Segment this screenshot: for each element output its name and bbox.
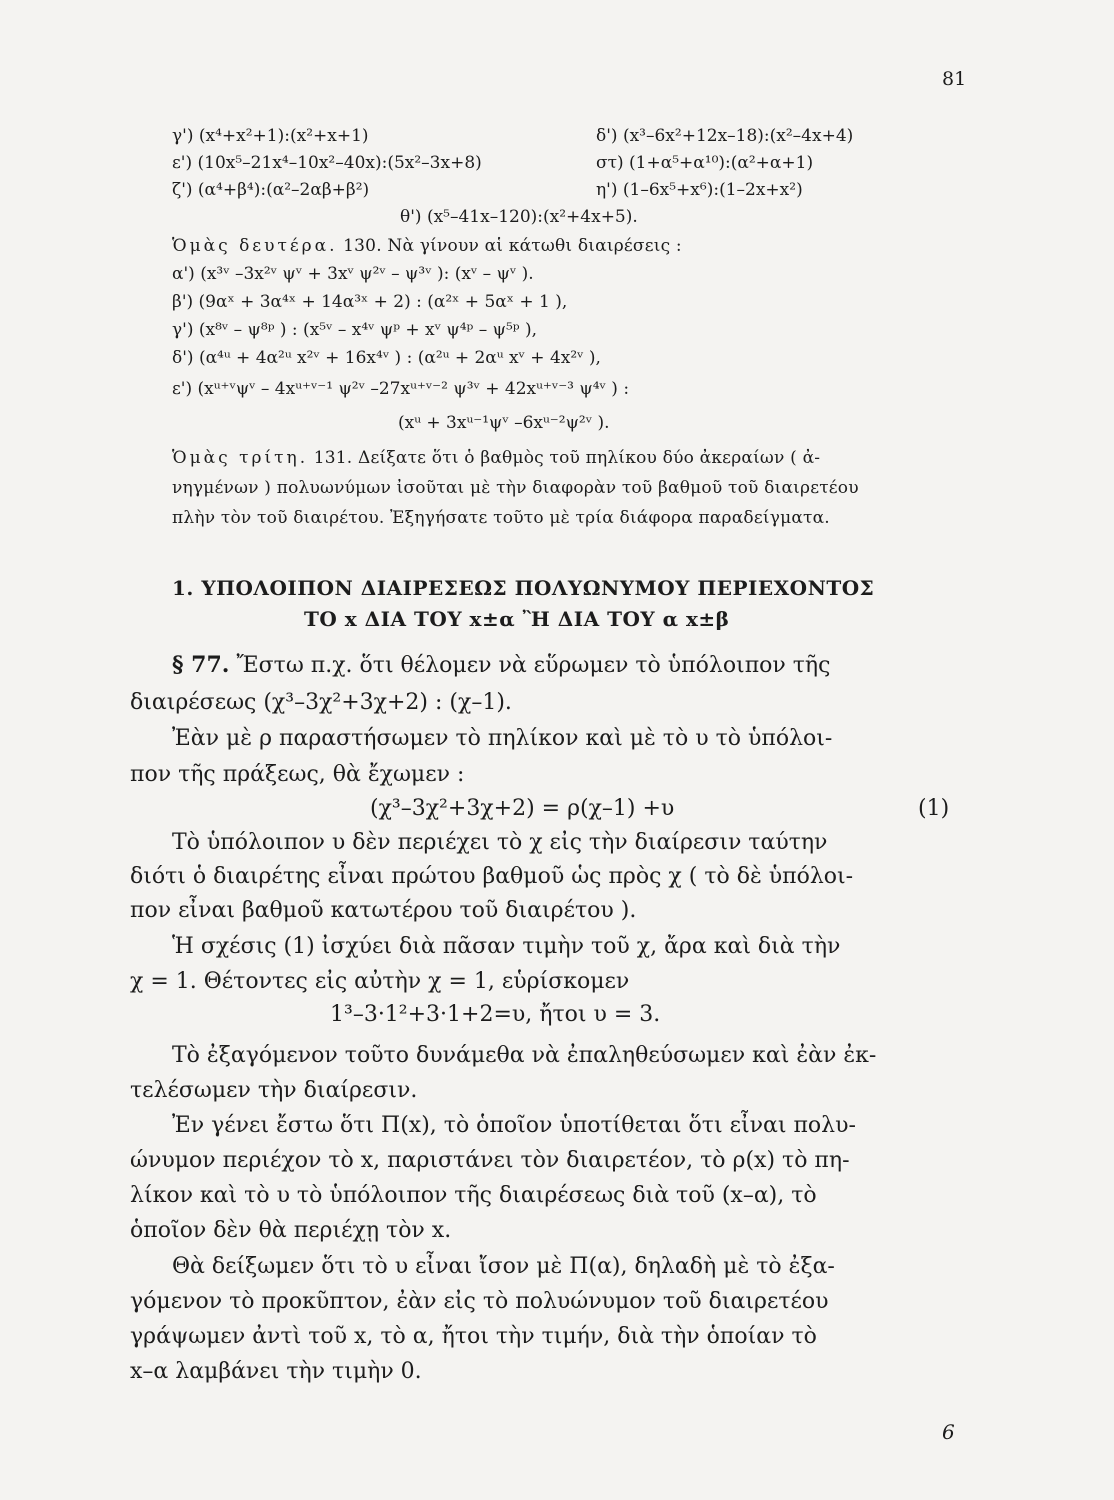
body-line-6: Τὸ ὑπόλοιπον υ δὲν περιέχει τὸ χ εἰς τὴν διαίρεσιν ταύτην <box>172 830 828 855</box>
group2-item-gamma: γ') (x⁸ᵛ – ψ⁸ᵖ ) : (x⁵ᵛ – x⁴ᵛ ψᵖ + xᵛ ψ⁴ᵖ – ψ⁵ᵖ ), <box>172 320 538 340</box>
body-line-20: γράψωμεν ἀντὶ τοῦ x, τὸ α, ἤτοι τὴν τιμήν, διὰ τὴν ὁποίαν τὸ <box>130 1324 817 1349</box>
body-line-14: Ἐν γένει ἔστω ὅτι Π(x), τὸ ὁποῖον ὑποτίθεται ὅτι εἶναι πολυ- <box>172 1113 856 1138</box>
body-line-17: ὁποῖον δὲν θὰ περιέχῃ τὸν x. <box>130 1218 452 1243</box>
section-mark: § 77. <box>172 652 230 678</box>
section-first-line-text: Ἔστω π.χ. ὅτι θέλομεν νὰ εὕρωμεν τὸ ὑπόλοιπον τῆς <box>236 653 831 678</box>
exercise-zeta: ζ') (α⁴+β⁴):(α²–2αβ+β²) <box>172 180 370 200</box>
page-number: 81 <box>942 68 967 90</box>
body-line-18: Θὰ δείξωμεν ὅτι τὸ υ εἶναι ἴσον μὲ Π(α), δηλαδὴ μὲ τὸ ἐξα- <box>172 1254 835 1279</box>
body-line-3: Ἐὰν μὲ ρ παραστήσωμεν τὸ πηλίκον καὶ μὲ τὸ υ τὸ ὑπόλοι- <box>172 726 833 751</box>
exercise-stigma: στ) (1+α⁵+α¹⁰):(α²+α+1) <box>596 153 814 173</box>
group2-item-epsilon-divisor: (xᵘ + 3xᵘ⁻¹ψᵛ –6xᵘ⁻²ψ²ᵛ ). <box>398 413 610 433</box>
section-heading-line1: 1. ΥΠΟΛΟΙΠΟΝ ΔΙΑΙΡΕΣΕΩΣ ΠΟΛΥΩΝΥΜΟΥ ΠΕΡΙΕΧΟΝΤΟΣ <box>172 576 875 600</box>
signature-number: 6 <box>942 1420 955 1444</box>
body-line-9: Ἡ σχέσις (1) ἰσχύει διὰ πᾶσαν τιμὴν τοῦ χ, ἄρα καὶ διὰ τὴν <box>172 934 841 959</box>
group3-line3: πλὴν τὸν τοῦ διαιρέτου. Ἐξηγήσατε τοῦτο μὲ τρία διάφορα παραδείγματα. <box>172 508 830 528</box>
group3-text: 131. Δείξατε ὅτι ὁ βαθμὸς τοῦ πηλίκου δύο ἀκεραίων ( ἀ- <box>313 448 821 468</box>
exercise-epsilon: ε') (10x⁵–21x⁴–10x²–40x):(5x²–3x+8) <box>172 153 482 173</box>
exercise-eta: η') (1–6x⁵+x⁶):(1–2x+x²) <box>596 180 803 200</box>
group3-line2: νηγμένων ) πολυωνύμων ἰσοῦται μὲ τὴν διαφορὰν τοῦ βαθμοῦ τοῦ διαιρετέου <box>172 478 859 498</box>
exercise-delta: δ') (x³–6x²+12x–18):(x²–4x+4) <box>596 126 854 146</box>
body-line-12: Τὸ ἐξαγόμενον τοῦτο δυνάμεθα νὰ ἐπαληθεύσωμεν καὶ ἐὰν ἐκ- <box>172 1043 877 1068</box>
body-line-13: τελέσωμεν τὴν διαίρεσιν. <box>130 1078 418 1103</box>
body-line-19: γόμενον τὸ προκῦπτον, ἐὰν εἰς τὸ πολυώνυμον τοῦ διαιρετέου <box>130 1289 829 1314</box>
body-line-7: διότι ὁ διαιρέτης εἶναι πρώτου βαθμοῦ ὡς πρὸς χ ( τὸ δὲ ὑπόλοι- <box>130 864 854 889</box>
body-line-16: λίκον καὶ τὸ υ τὸ ὑπόλοιπον τῆς διαιρέσεως διὰ τοῦ (x–α), τὸ <box>130 1183 817 1208</box>
group3-label: Ὁμὰς τρίτη. <box>172 448 309 468</box>
body-line-15: ώνυμον περιέχον τὸ x, παριστάνει τὸν διαιρετέον, τὸ ρ(x) τὸ πη- <box>130 1148 850 1173</box>
group2-label: Ὁμὰς δευτέρα. <box>172 236 338 256</box>
group2-item-beta: β') (9αˣ + 3α⁴ˣ + 14α³ˣ + 2) : (α²ˣ + 5αˣ + 1 ), <box>172 292 568 312</box>
body-line-21: x–α λαμβάνει τὴν τιμὴν 0. <box>130 1359 422 1384</box>
group2-item-alpha: α') (x³ᵛ –3x²ᵛ ψᵛ + 3xᵛ ψ²ᵛ – ψ³ᵛ ): (xᵛ – ψᵛ ). <box>172 264 534 284</box>
equation-2: 1³–3·1²+3·1+2=υ, ἤτοι υ = 3. <box>330 1002 661 1027</box>
group2-item-delta: δ') (α⁴ᵘ + 4α²ᵘ x²ᵛ + 16x⁴ᵛ ) : (α²ᵘ + 2αᵘ xᵛ + 4x²ᵛ ), <box>172 348 601 368</box>
body-line-8: πον εἶναι βαθμοῦ κατωτέρου τοῦ διαιρέτου ). <box>130 898 637 923</box>
equation-1: (χ³–3χ²+3χ+2) = ρ(χ–1) +υ <box>370 796 675 821</box>
body-line-10: χ = 1. Θέτοντες εἰς αὐτὴν χ = 1, εὑρίσκομεν <box>130 969 630 994</box>
body-line-4: πον τῆς πράξεως, θὰ ἔχωμεν : <box>130 762 465 787</box>
group2-item-epsilon: ε') (xᵘ⁺ᵛψᵛ – 4xᵘ⁺ᵛ⁻¹ ψ²ᵛ –27xᵘ⁺ᵛ⁻² ψ³ᵛ + 42xᵘ⁺ᵛ⁻³ ψ⁴ᵛ ) : <box>172 379 630 399</box>
group2-intro <box>172 236 682 256</box>
group3-line1 <box>172 448 820 468</box>
exercise-theta: θ') (x⁵–41x–120):(x²+4x+5). <box>400 207 638 227</box>
section-heading-line2: ΤΟ x ΔΙΑ ΤΟΥ x±α Ἢ ΔΙΑ ΤΟΥ α x±β <box>304 607 730 631</box>
body-line-2: διαιρέσεως (χ³–3χ²+3χ+2) : (χ–1). <box>130 690 512 715</box>
section-first-line <box>172 652 830 678</box>
equation-1-number: (1) <box>918 796 950 821</box>
exercise-gamma: γ') (x⁴+x²+1):(x²+x+1) <box>172 126 369 146</box>
group2-text: 130. Νὰ γίνουν αἱ κάτωθι διαιρέσεις : <box>343 236 682 256</box>
